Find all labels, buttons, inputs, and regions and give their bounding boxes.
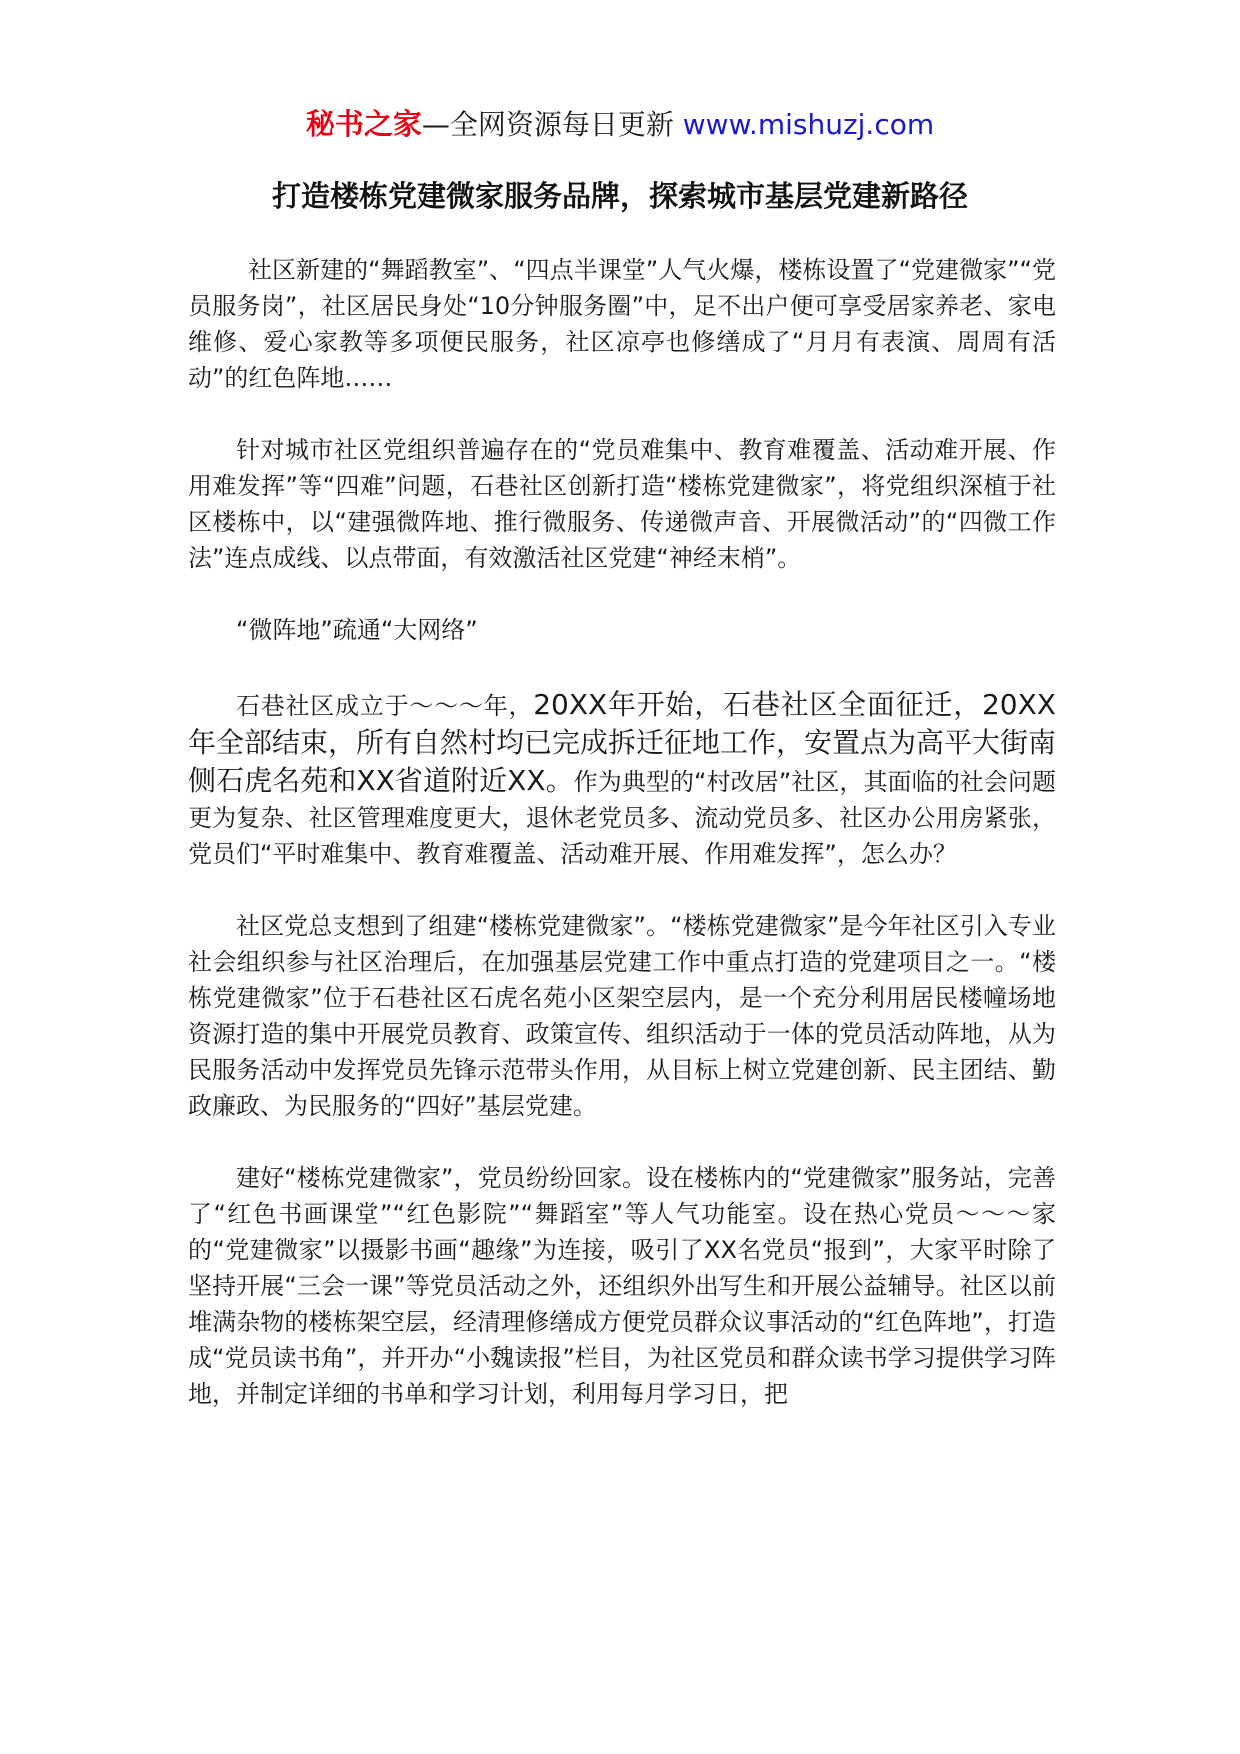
site-tagline: —全网资源每日更新 (421, 108, 683, 141)
section-subheading: “微阵地”疏通“大网络” (236, 616, 478, 644)
site-header (0, 104, 1240, 145)
document-title: 打造楼栋党建微家服务品牌，探索城市基层党建新路径 (271, 179, 968, 213)
paragraph-2: 针对城市社区党组织普遍存在的“党员难集中、教育难覆盖、活动难开展、作用难发挥”等“四难”问题，石巷社区创新打造“楼栋党建微家”，将党组织深植于社区楼栋中，以“建强微阵地、推行微服务、传递微声音、开展微活动”的“四微工作法”连点成线、以点带面，有效激活社区党建“神经末梢”。 (188, 436, 1056, 572)
site-url-link[interactable]: www.mishuzj.com (682, 108, 935, 141)
paragraph-4: 社区党总支想到了组建“楼栋党建微家”。“楼栋党建微家”是今年社区引入专业社会组织参与社区治理后，在加强基层党建工作中重点打造的党建项目之一。“楼栋党建微家”位于石巷社区石虎名苑小区架空层内，是一个充分利用居民楼幢场地资源打造的集中开展党员教育、政策宣传、组织活动于一体的党员活动阵地，从为民服务活动中发挥党员先锋示范带头作用，从目标上树立党建创新、民主团结、勤政廉政、为民服务的“四好”基层党建。 (188, 912, 1056, 1120)
document-body (188, 252, 1056, 1448)
paragraph-3-part-c: 作为典型的“村改居”社区，其面临的社会问题更为复杂、社区管理难度更大，退休老党员多、流动党员多、社区办公用房紧张，党员们“平时难集中、教育难覆盖、活动难开展、作用难发挥”，怎么办？ (188, 768, 1056, 868)
site-brand: 秘书之家 (305, 107, 422, 141)
paragraph-3 (188, 686, 1056, 872)
paragraph-5: 建好“楼栋党建微家”，党员纷纷回家。设在楼栋内的“党建微家”服务站，完善了“红色书画课堂”“红色影院”“舞蹈室”等人气功能室。设在热心党员～～～家的“党建微家”以摄影书画“趣缘”为连接，吸引了XX名党员“报到”，大家平时除了坚持开展“三会一课”等党员活动之外，还组织外出写生和开展公益辅导。社区以前堆满杂物的楼栋架空层，经清理修缮成方便党员群众议事活动的“红色阵地”，打造成“党员读书角”，并开办“小魏读报”栏目，为社区党员和群众读书学习提供学习阵地，并制定详细的书单和学习计划，利用每月学习日，把 (188, 1164, 1056, 1408)
paragraph-3-part-a: 石巷社区成立于～～～年， (236, 692, 534, 720)
paragraph-3-part-b: 20XX年开始，石巷社区全面征迁，20XX年全部结束，所有自然村均已完成拆迁征地工作，安置点为高平大街南侧石虎名苑和XX省道附近XX。 (188, 688, 1057, 797)
paragraph-1: 社区新建的“舞蹈教室”、“四点半课堂”人气火爆，楼栋设置了“党建微家”“党员服务岗”，社区居民身处“10分钟服务圈”中，足不出户便可享受居家养老、家电维修、爱心家教等多项便民服务，社区凉亭也修缮成了“月月有表演、周周有活动”的红色阵地…… (188, 256, 1056, 392)
